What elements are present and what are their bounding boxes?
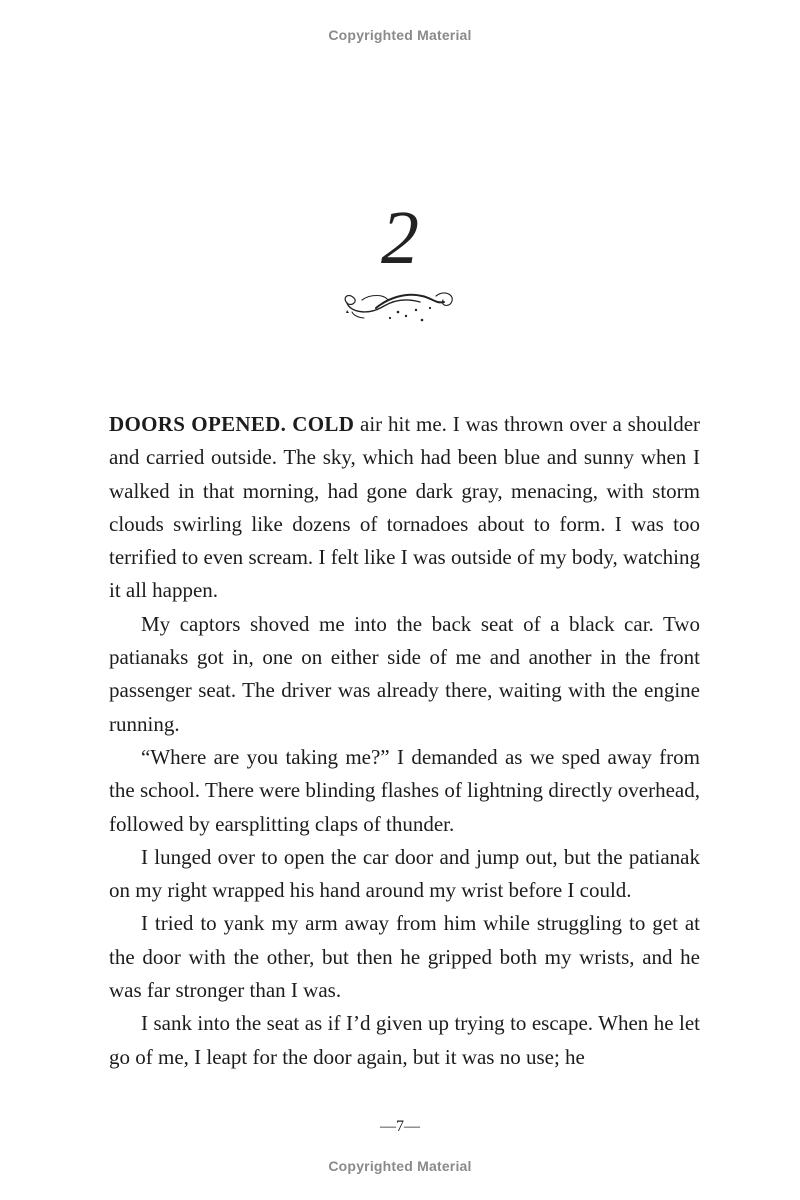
- flourish-ornament-icon: [340, 284, 460, 328]
- copyright-watermark-bottom: Copyrighted Material: [328, 1158, 472, 1174]
- chapter-body-text: [109, 408, 700, 1074]
- paragraph-1: [109, 408, 700, 608]
- paragraph-3: “Where are you taking me?” I demanded as we sped away from the school. There were blinding flashes of lightning directly overhead, followed by earsplitting claps of thunder.: [109, 744, 700, 836]
- paragraph-6: I sank into the seat as if I’d given up trying to escape. When he let go of me, I leapt for the door again, but it was no use; he: [109, 1011, 700, 1069]
- paragraph-4: I lunged over to open the car door and jump out, but the patianak on my right wrapped his hand around my wrist before I could.: [109, 844, 700, 903]
- paragraph-1-text: air hit me. I was thrown over a shoulder and carried outside. The sky, which had been blue and sunny when I walked in that morning, had gone dark gray, menacing, with storm clouds swirling like dozens of tornadoes about to form. I was too terrified to even scream. I felt like I was outside of my body, watching it all happen.: [109, 412, 701, 603]
- paragraph-5: I tried to yank my arm away from him while struggling to get at the door with the other, but then he gripped both my wrists, and he was far stronger than I was.: [109, 911, 700, 1003]
- copyright-watermark-top: Copyrighted Material: [328, 27, 472, 43]
- paragraph-1-lead-in: DOORS OPENED. COLD: [109, 412, 355, 436]
- page-number: —7—: [380, 1118, 420, 1135]
- paragraph-2: My captors shoved me into the back seat of a black car. Two patianaks got in, one on either side of me and another in the front passenger seat. The driver was already there, waiting with the engine running.: [109, 611, 700, 736]
- chapter-number: 2: [381, 196, 419, 280]
